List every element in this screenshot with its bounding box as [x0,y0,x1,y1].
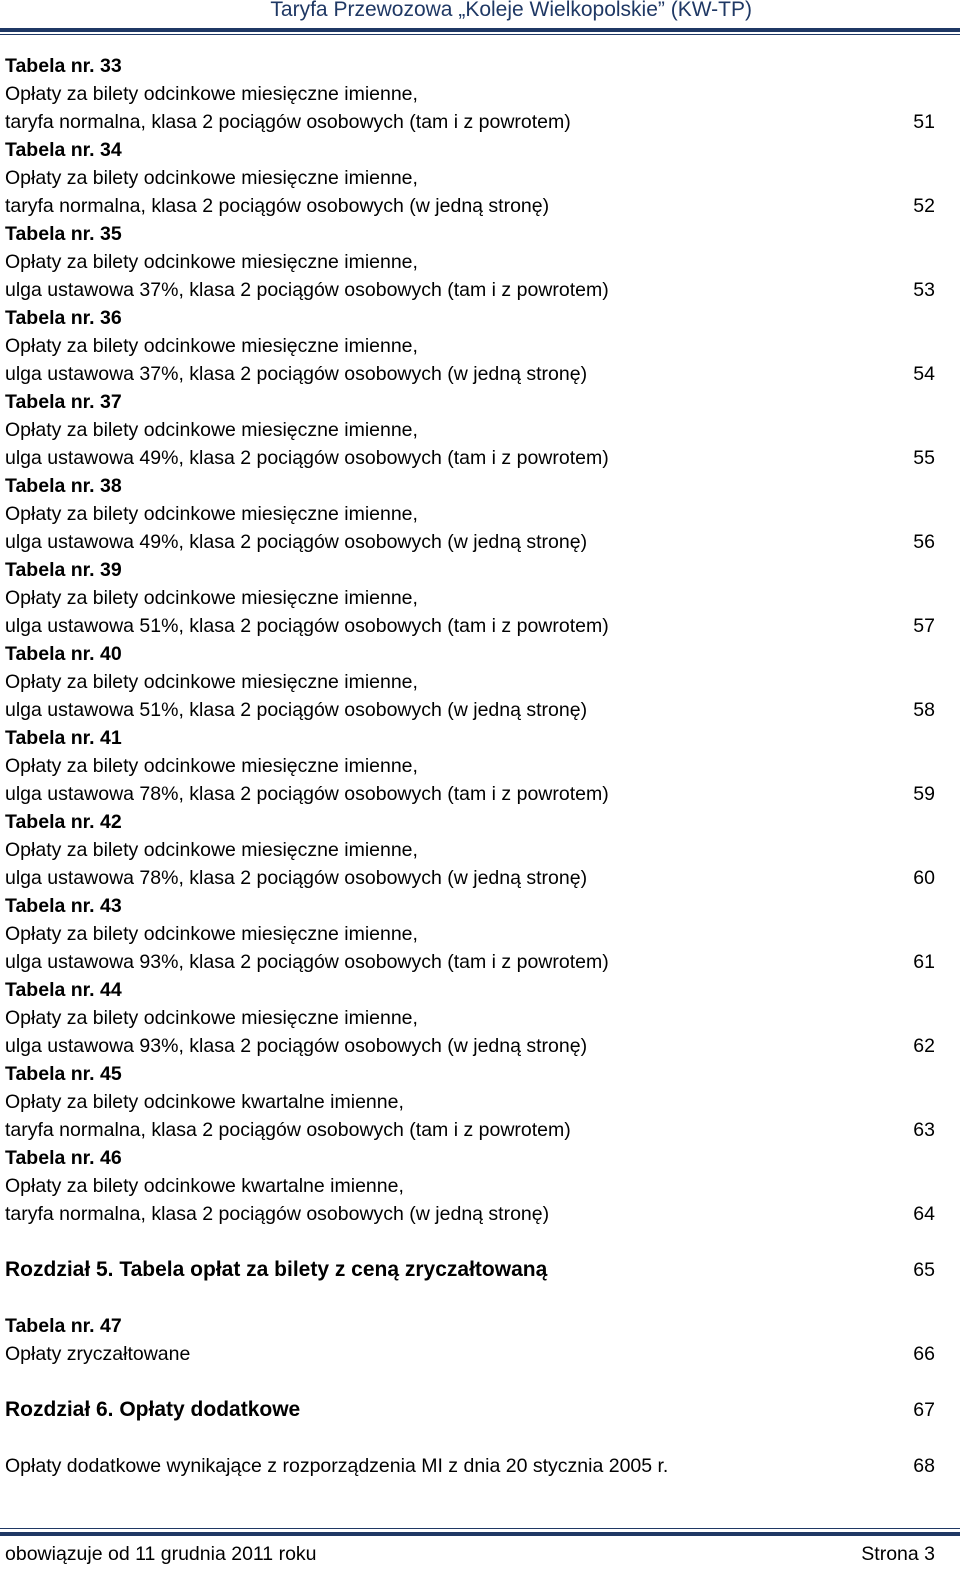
toc-entry-line [5,780,935,808]
toc-entry-page: 55 [913,447,935,469]
toc-entry-text: taryfa normalna, klasa 2 pociągów osobowych (w jedną stronę) [5,195,550,217]
toc-entry-label: Tabela nr. 47 [5,1315,122,1337]
toc-entry-text: ulga ustawowa 49%, klasa 2 pociągów osobowych (w jedną stronę) [5,531,588,553]
toc-chapter-6[interactable] [5,1395,935,1425]
footer-rule-thick [0,1532,960,1536]
toc-entry-page: 57 [913,615,935,637]
toc-entry-label: Tabela nr. 43 [5,895,122,917]
toc-entry[interactable] [5,1060,935,1144]
toc-entry-page: 59 [913,783,935,805]
toc-entry-text: ulga ustawowa 49%, klasa 2 pociągów osobowych (tam i z powrotem) [5,447,609,469]
toc-entry-line [5,1032,935,1060]
toc-entry-line [5,528,935,556]
toc-entry-line [5,108,935,136]
toc-entry-line [5,360,935,388]
toc-entry-table-47[interactable] [5,1312,935,1368]
toc-entry[interactable] [5,556,935,640]
toc-entry-description: Opłaty za bilety odcinkowe miesięczne imienne, [5,251,418,273]
toc-entry-text: taryfa normalna, klasa 2 pociągów osobowych (w jedną stronę) [5,1203,550,1225]
toc-entry-text: Opłaty dodatkowe wynikające z rozporządzenia MI z dnia 20 stycznia 2005 r. [5,1455,669,1477]
toc-entry-line [5,864,935,892]
toc-entry-page: 68 [913,1455,935,1477]
toc-entry-page: 62 [913,1035,935,1057]
toc-entry-label: Tabela nr. 44 [5,979,122,1001]
toc-entry-page: 56 [913,531,935,553]
toc-entry-description: Opłaty za bilety odcinkowe miesięczne imienne, [5,755,418,777]
toc-entry[interactable] [5,1144,935,1228]
toc-entry-page: 66 [913,1343,935,1365]
toc-entry-description: Opłaty za bilety odcinkowe miesięczne imienne, [5,503,418,525]
toc-entry[interactable] [5,220,935,304]
toc-entry-page: 54 [913,363,935,385]
toc-entry[interactable] [5,52,935,136]
toc-entry-label: Tabela nr. 41 [5,727,122,749]
toc-entry-text: taryfa normalna, klasa 2 pociągów osobowych (tam i z powrotem) [5,111,571,133]
header-title: Taryfa Przewozowa „Koleje Wielkopolskie” (KW-TP) [270,0,752,21]
toc-entry-line [5,1116,935,1144]
toc-entry-page: 58 [913,699,935,721]
footer-rule-thin [0,1528,960,1529]
toc-entry-page: 64 [913,1203,935,1225]
toc-entry-line [5,696,935,724]
page-footer [0,1540,960,1570]
toc-entry-page: 53 [913,279,935,301]
toc-entries [5,52,935,1228]
toc-entry-text: ulga ustawowa 51%, klasa 2 pociągów osobowych (tam i z powrotem) [5,615,609,637]
toc-entry-description: Opłaty za bilety odcinkowe kwartalne imienne, [5,1175,404,1197]
header-rule-thick [0,28,960,32]
toc-entry-label: Tabela nr. 46 [5,1147,122,1169]
toc-entry-description: Opłaty za bilety odcinkowe kwartalne imienne, [5,1091,404,1113]
toc-entry[interactable] [5,304,935,388]
toc-entry-text: ulga ustawowa 93%, klasa 2 pociągów osobowych (w jedną stronę) [5,1035,588,1057]
toc-entry-description: Opłaty za bilety odcinkowe miesięczne imienne, [5,923,418,945]
toc-entry-page: 51 [913,111,935,133]
chapter-5-title: Rozdział 5. Tabela opłat za bilety z ceną zryczałtowaną [5,1258,548,1281]
toc-entry-label: Tabela nr. 36 [5,307,122,329]
footer-page-number: Strona 3 [861,1543,935,1565]
toc-entry-description: Opłaty za bilety odcinkowe miesięczne imienne, [5,419,418,441]
toc-entry-label: Tabela nr. 45 [5,1063,122,1085]
toc-entry-label: Tabela nr. 40 [5,643,122,665]
toc-entry-description: Opłaty za bilety odcinkowe miesięczne imienne, [5,335,418,357]
toc-entry-label: Tabela nr. 39 [5,559,122,581]
chapter-6-page: 67 [913,1399,935,1421]
toc-entry-line [5,1200,935,1228]
table-of-contents [5,52,935,1480]
toc-entry-description: Opłaty za bilety odcinkowe miesięczne imienne, [5,587,418,609]
toc-entry-line [5,444,935,472]
toc-entry-label: Tabela nr. 34 [5,139,122,161]
toc-entry-description: Opłaty za bilety odcinkowe miesięczne imienne, [5,83,418,105]
chapter-5-page: 65 [913,1259,935,1281]
toc-entry-label: Tabela nr. 33 [5,55,122,77]
toc-entry-page: 63 [913,1119,935,1141]
toc-entry-description: Opłaty za bilety odcinkowe miesięczne imienne, [5,1007,418,1029]
toc-entry[interactable] [5,808,935,892]
toc-entry[interactable] [5,388,935,472]
toc-entry-description: Opłaty za bilety odcinkowe miesięczne imienne, [5,839,418,861]
toc-entry[interactable] [5,892,935,976]
toc-entry-text: ulga ustawowa 37%, klasa 2 pociągów osobowych (w jedną stronę) [5,363,588,385]
page-header [0,0,960,26]
toc-entry-line [5,1340,935,1368]
chapter-6-title: Rozdział 6. Opłaty dodatkowe [5,1398,301,1421]
toc-entry-page: 60 [913,867,935,889]
toc-entry-label: Tabela nr. 42 [5,811,122,833]
toc-entry-description: Opłaty za bilety odcinkowe miesięczne imienne, [5,671,418,693]
toc-entry[interactable] [5,136,935,220]
footer-effective-date: obowiązuje od 11 grudnia 2011 roku [5,1543,317,1565]
toc-entry[interactable] [5,724,935,808]
toc-entry[interactable] [5,640,935,724]
header-rule-thin [0,34,960,35]
toc-entry-text: ulga ustawowa 51%, klasa 2 pociągów osobowych (w jedną stronę) [5,699,588,721]
toc-entry-line [5,192,935,220]
toc-entry-line [5,1452,935,1480]
toc-entry-label: Tabela nr. 35 [5,223,122,245]
toc-entry-text: ulga ustawowa 93%, klasa 2 pociągów osobowych (tam i z powrotem) [5,951,609,973]
toc-entry[interactable] [5,472,935,556]
toc-entry-text: ulga ustawowa 78%, klasa 2 pociągów osobowych (tam i z powrotem) [5,783,609,805]
toc-entry-line [5,276,935,304]
toc-entry-line [5,612,935,640]
toc-entry-text: ulga ustawowa 37%, klasa 2 pociągów osobowych (tam i z powrotem) [5,279,609,301]
toc-entry-text: Opłaty zryczałtowane [5,1343,191,1365]
toc-entry-extra-fees[interactable] [5,1452,935,1480]
toc-entry-description: Opłaty za bilety odcinkowe miesięczne imienne, [5,167,418,189]
toc-entry[interactable] [5,976,935,1060]
toc-entry-page: 52 [913,195,935,217]
toc-entry-label: Tabela nr. 38 [5,475,122,497]
toc-entry-text: taryfa normalna, klasa 2 pociągów osobowych (tam i z powrotem) [5,1119,571,1141]
toc-entry-line [5,948,935,976]
toc-entry-text: ulga ustawowa 78%, klasa 2 pociągów osobowych (w jedną stronę) [5,867,588,889]
toc-entry-page: 61 [913,951,935,973]
toc-chapter-5[interactable] [5,1255,935,1285]
toc-entry-label: Tabela nr. 37 [5,391,122,413]
